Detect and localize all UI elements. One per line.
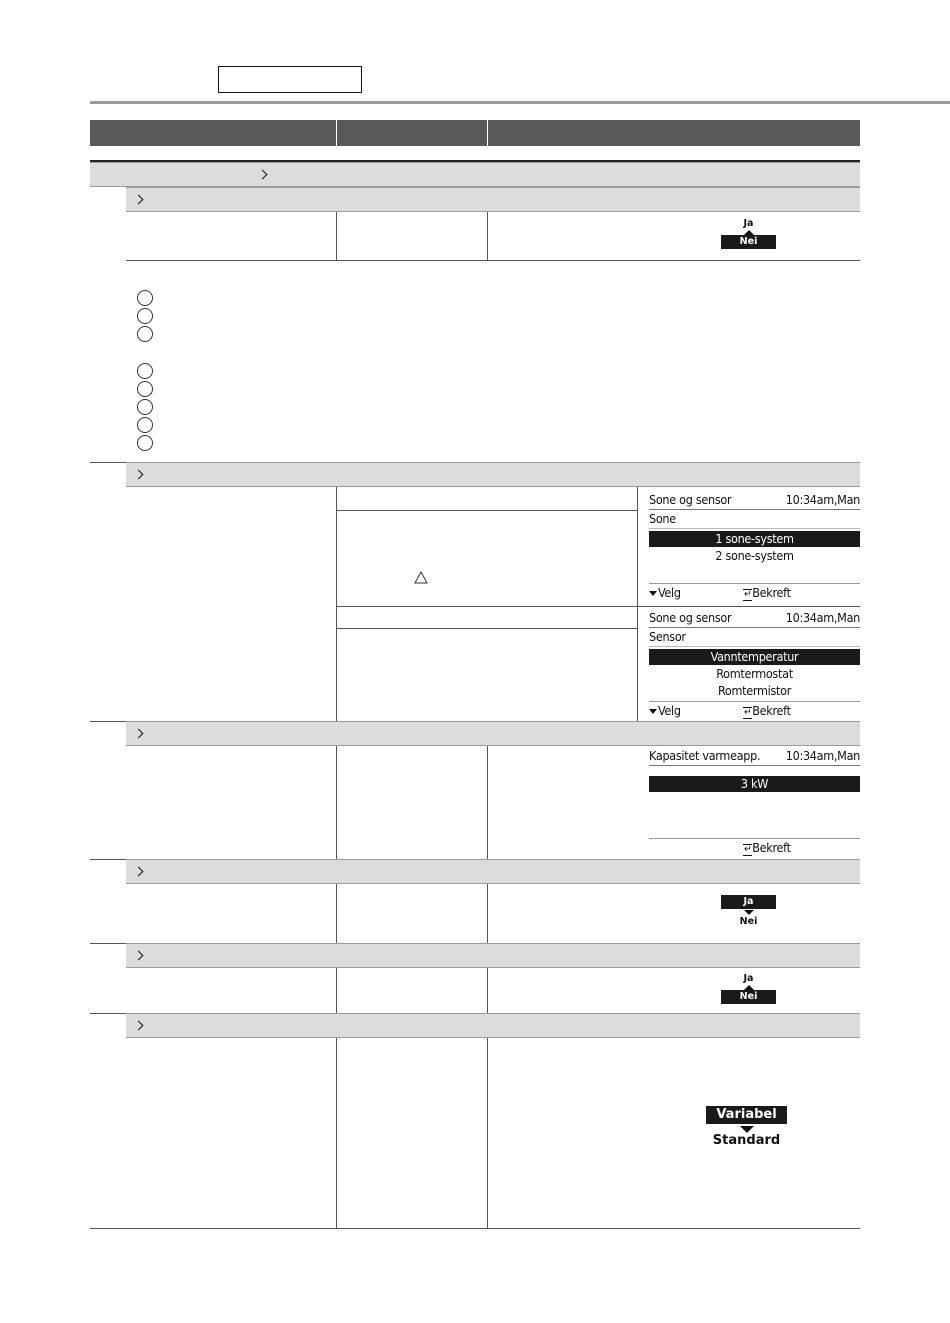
capacity-value[interactable]: 3 kW bbox=[649, 776, 860, 792]
subsection-band-5 bbox=[126, 943, 860, 968]
circle-icon bbox=[137, 381, 153, 397]
toggle-top-option: Ja bbox=[743, 973, 754, 984]
circle-icon bbox=[137, 290, 153, 306]
row-rule bbox=[336, 606, 860, 607]
option-1-sone-system[interactable]: 1 sone-system bbox=[649, 531, 860, 547]
row-rule bbox=[90, 721, 126, 722]
toggle-ja-nei-1[interactable] bbox=[721, 217, 776, 249]
enter-icon: ↵ bbox=[744, 707, 752, 718]
triangle-icon bbox=[414, 571, 428, 584]
toggle-variabel-standard[interactable] bbox=[706, 1106, 787, 1149]
circle-icon bbox=[137, 399, 153, 415]
col-divider bbox=[487, 746, 488, 859]
row-rule bbox=[90, 462, 126, 463]
footer-confirm: Bekreft bbox=[752, 840, 791, 855]
circle-icon bbox=[137, 363, 153, 379]
toggle-selected-option: Ja bbox=[721, 895, 776, 909]
section-band-main bbox=[90, 162, 860, 187]
col-divider bbox=[487, 1038, 488, 1228]
footer-confirm: Bekreft bbox=[752, 703, 791, 718]
screen-title: Sone og sensor bbox=[649, 492, 732, 507]
col-divider bbox=[487, 212, 488, 260]
row-rule bbox=[336, 628, 637, 629]
enter-icon: ↵ bbox=[744, 589, 752, 600]
col-divider bbox=[487, 884, 488, 943]
screen-subtitle: Sensor bbox=[649, 629, 686, 644]
subsection-band-1 bbox=[126, 187, 860, 212]
toggle-ja-nei-2[interactable] bbox=[721, 895, 776, 928]
footer-confirm: Bekreft bbox=[752, 585, 791, 600]
toggle-selected-option: Nei bbox=[721, 990, 776, 1004]
footer-select: Velg bbox=[658, 585, 681, 600]
toggle-top-option: Ja bbox=[743, 218, 754, 229]
row-rule bbox=[90, 859, 126, 860]
col-divider bbox=[336, 746, 337, 859]
subsection-band-4 bbox=[126, 859, 860, 884]
subsection-band-2 bbox=[126, 462, 860, 487]
col-divider bbox=[336, 968, 337, 1013]
header-label-box bbox=[218, 66, 362, 93]
toggle-selected-option: Variabel bbox=[706, 1106, 787, 1124]
arrow-down-icon bbox=[740, 1126, 754, 1133]
lcd-screen-zone bbox=[649, 491, 860, 603]
screen-subtitle: Sone bbox=[649, 511, 676, 526]
lcd-screen-capacity bbox=[649, 747, 860, 857]
row-rule bbox=[90, 943, 126, 944]
table-header bbox=[90, 120, 860, 146]
col-divider bbox=[336, 1038, 337, 1228]
row-rule bbox=[126, 260, 860, 261]
footer-select: Velg bbox=[658, 703, 681, 718]
screen-clock: 10:34am,Man bbox=[785, 748, 860, 763]
option-2-sone-system[interactable]: 2 sone-system bbox=[715, 548, 794, 563]
header-rule bbox=[90, 101, 950, 104]
table-header-divider-1 bbox=[336, 120, 337, 146]
col-divider bbox=[336, 212, 337, 260]
screen-title: Sone og sensor bbox=[649, 610, 732, 625]
lcd-screen-sensor bbox=[649, 609, 860, 721]
enter-icon: ↵ bbox=[744, 844, 752, 855]
screen-clock: 10:34am,Man bbox=[785, 492, 860, 507]
toggle-ja-nei-3[interactable] bbox=[721, 972, 776, 1004]
col-divider bbox=[637, 487, 638, 721]
circle-icon bbox=[137, 326, 153, 342]
option-romtermostat[interactable]: Romtermostat bbox=[716, 666, 793, 681]
toggle-selected-option: Nei bbox=[721, 235, 776, 249]
circle-icon bbox=[137, 435, 153, 451]
table-header-divider-2 bbox=[487, 120, 488, 146]
toggle-bottom-option: Standard bbox=[712, 1133, 781, 1148]
row-rule bbox=[336, 510, 637, 511]
circle-icon bbox=[137, 417, 153, 433]
arrow-down-icon bbox=[649, 591, 657, 596]
arrow-down-icon bbox=[649, 709, 657, 714]
subsection-band-3 bbox=[126, 721, 860, 746]
col-divider bbox=[487, 968, 488, 1013]
subsection-band-6 bbox=[126, 1013, 860, 1038]
option-romtermistor[interactable]: Romtermistor bbox=[717, 683, 792, 698]
col-divider bbox=[336, 487, 337, 721]
circle-icon bbox=[137, 308, 153, 324]
option-vanntemperatur[interactable]: Vanntemperatur bbox=[649, 649, 860, 665]
toggle-bottom-option: Nei bbox=[739, 916, 758, 927]
table-bottom-rule bbox=[90, 1228, 860, 1229]
col-divider bbox=[336, 884, 337, 943]
screen-title: Kapasitet varmeapp. bbox=[649, 748, 761, 763]
row-rule bbox=[90, 1013, 126, 1014]
screen-clock: 10:34am,Man bbox=[785, 610, 860, 625]
